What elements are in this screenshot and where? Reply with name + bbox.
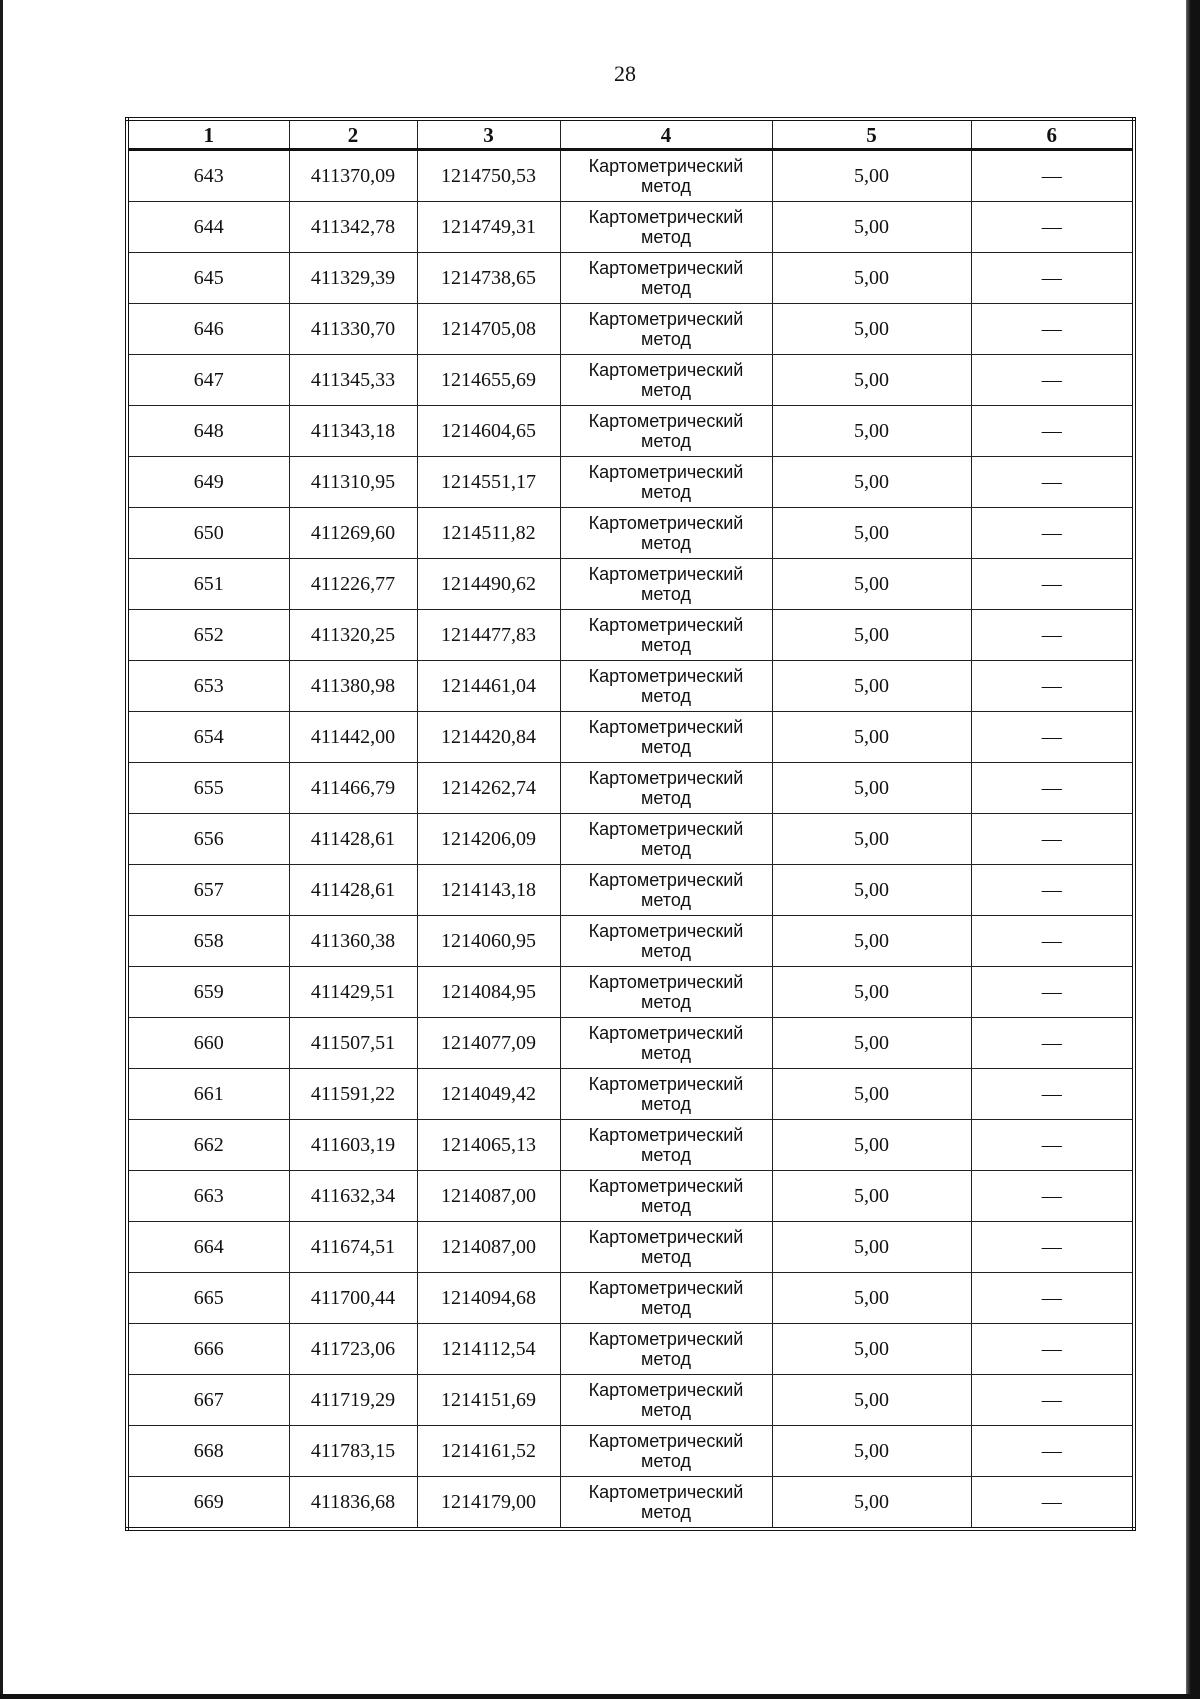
method-cell <box>560 916 772 967</box>
method-line: метод <box>641 635 691 655</box>
method-cell <box>560 253 772 304</box>
note-cell: — <box>971 712 1134 763</box>
method-line: Картометрический <box>588 1125 744 1145</box>
method-line: метод <box>641 1451 691 1471</box>
accuracy-cell: 5,00 <box>772 559 971 610</box>
accuracy-cell: 5,00 <box>772 712 971 763</box>
x-coordinate-cell: 411442,00 <box>289 712 417 763</box>
method-line: Картометрический <box>588 1278 744 1298</box>
y-coordinate-cell: 1214738,65 <box>417 253 560 304</box>
table-row <box>127 1324 1134 1375</box>
point-number-cell: 661 <box>127 1069 289 1120</box>
point-number-cell: 663 <box>127 1171 289 1222</box>
x-coordinate-cell: 411330,70 <box>289 304 417 355</box>
y-coordinate-cell: 1214420,84 <box>417 712 560 763</box>
x-coordinate-cell: 411429,51 <box>289 967 417 1018</box>
accuracy-cell: 5,00 <box>772 1018 971 1069</box>
point-number-cell: 660 <box>127 1018 289 1069</box>
note-cell: — <box>971 1375 1134 1426</box>
accuracy-cell: 5,00 <box>772 967 971 1018</box>
accuracy-cell: 5,00 <box>772 150 971 202</box>
accuracy-cell: 5,00 <box>772 1375 971 1426</box>
method-cell <box>560 1375 772 1426</box>
note-cell: — <box>971 1018 1134 1069</box>
note-cell: — <box>971 814 1134 865</box>
accuracy-cell: 5,00 <box>772 1069 971 1120</box>
note-cell: — <box>971 916 1134 967</box>
method-line: метод <box>641 329 691 349</box>
method-line: Картометрический <box>588 156 744 176</box>
table-row <box>127 1426 1134 1477</box>
method-line: Картометрический <box>588 768 744 788</box>
table-row <box>127 967 1134 1018</box>
table-row <box>127 1018 1134 1069</box>
method-line: метод <box>641 278 691 298</box>
column-header: 6 <box>971 119 1134 150</box>
x-coordinate-cell: 411428,61 <box>289 814 417 865</box>
scan-edge-left <box>0 0 3 1699</box>
y-coordinate-cell: 1214084,95 <box>417 967 560 1018</box>
method-line: Картометрический <box>588 1176 744 1196</box>
note-cell: — <box>971 661 1134 712</box>
table-row <box>127 508 1134 559</box>
x-coordinate-cell: 411345,33 <box>289 355 417 406</box>
accuracy-cell: 5,00 <box>772 1324 971 1375</box>
x-coordinate-cell: 411428,61 <box>289 865 417 916</box>
method-line: метод <box>641 1298 691 1318</box>
method-line: метод <box>641 482 691 502</box>
method-line: Картометрический <box>588 921 744 941</box>
method-line: метод <box>641 1400 691 1420</box>
y-coordinate-cell: 1214604,65 <box>417 406 560 457</box>
method-line: метод <box>641 788 691 808</box>
x-coordinate-cell: 411380,98 <box>289 661 417 712</box>
accuracy-cell: 5,00 <box>772 610 971 661</box>
table-row <box>127 1273 1134 1324</box>
y-coordinate-cell: 1214511,82 <box>417 508 560 559</box>
method-line: Картометрический <box>588 360 744 380</box>
y-coordinate-cell: 1214094,68 <box>417 1273 560 1324</box>
method-line: Картометрический <box>588 411 744 431</box>
method-line: метод <box>641 737 691 757</box>
table-row <box>127 559 1134 610</box>
column-header: 5 <box>772 119 971 150</box>
x-coordinate-cell: 411674,51 <box>289 1222 417 1273</box>
method-line: Картометрический <box>588 1431 744 1451</box>
y-coordinate-cell: 1214077,09 <box>417 1018 560 1069</box>
note-cell: — <box>971 610 1134 661</box>
y-coordinate-cell: 1214143,18 <box>417 865 560 916</box>
table-row <box>127 355 1134 406</box>
point-number-cell: 658 <box>127 916 289 967</box>
x-coordinate-cell: 411269,60 <box>289 508 417 559</box>
y-coordinate-cell: 1214049,42 <box>417 1069 560 1120</box>
y-coordinate-cell: 1214490,62 <box>417 559 560 610</box>
x-coordinate-cell: 411700,44 <box>289 1273 417 1324</box>
point-number-cell: 644 <box>127 202 289 253</box>
method-line: метод <box>641 584 691 604</box>
point-number-cell: 657 <box>127 865 289 916</box>
method-line: Картометрический <box>588 1074 744 1094</box>
table-row <box>127 1069 1134 1120</box>
point-number-cell: 669 <box>127 1477 289 1530</box>
method-line: Картометрический <box>588 564 744 584</box>
note-cell: — <box>971 1477 1134 1530</box>
x-coordinate-cell: 411226,77 <box>289 559 417 610</box>
accuracy-cell: 5,00 <box>772 1120 971 1171</box>
method-line: метод <box>641 1349 691 1369</box>
y-coordinate-cell: 1214262,74 <box>417 763 560 814</box>
y-coordinate-cell: 1214477,83 <box>417 610 560 661</box>
method-line: метод <box>641 992 691 1012</box>
note-cell: — <box>971 304 1134 355</box>
note-cell: — <box>971 559 1134 610</box>
table-row <box>127 610 1134 661</box>
accuracy-cell: 5,00 <box>772 304 971 355</box>
method-cell <box>560 304 772 355</box>
note-cell: — <box>971 1222 1134 1273</box>
method-cell <box>560 763 772 814</box>
method-line: метод <box>641 839 691 859</box>
table-row <box>127 150 1134 202</box>
x-coordinate-cell: 411783,15 <box>289 1426 417 1477</box>
table-row <box>127 661 1134 712</box>
table-row <box>127 1171 1134 1222</box>
method-line: Картометрический <box>588 207 744 227</box>
table-row <box>127 1477 1134 1530</box>
table-row <box>127 304 1134 355</box>
method-line: метод <box>641 380 691 400</box>
table-row <box>127 406 1134 457</box>
point-number-cell: 655 <box>127 763 289 814</box>
method-cell <box>560 1171 772 1222</box>
y-coordinate-cell: 1214087,00 <box>417 1222 560 1273</box>
point-number-cell: 666 <box>127 1324 289 1375</box>
method-line: метод <box>641 533 691 553</box>
method-line: Картометрический <box>588 972 744 992</box>
y-coordinate-cell: 1214750,53 <box>417 150 560 202</box>
page-number: 28 <box>614 61 636 86</box>
y-coordinate-cell: 1214206,09 <box>417 814 560 865</box>
method-line: метод <box>641 1094 691 1114</box>
method-cell <box>560 202 772 253</box>
note-cell: — <box>971 253 1134 304</box>
x-coordinate-cell: 411632,34 <box>289 1171 417 1222</box>
point-number-cell: 651 <box>127 559 289 610</box>
method-line: Картометрический <box>588 717 744 737</box>
x-coordinate-cell: 411342,78 <box>289 202 417 253</box>
method-line: метод <box>641 227 691 247</box>
x-coordinate-cell: 411603,19 <box>289 1120 417 1171</box>
method-cell <box>560 865 772 916</box>
note-cell: — <box>971 457 1134 508</box>
accuracy-cell: 5,00 <box>772 763 971 814</box>
note-cell: — <box>971 1069 1134 1120</box>
scan-edge-bottom <box>0 1694 1200 1699</box>
point-number-cell: 656 <box>127 814 289 865</box>
method-line: метод <box>641 686 691 706</box>
point-number-cell: 662 <box>127 1120 289 1171</box>
point-number-cell: 646 <box>127 304 289 355</box>
method-line: метод <box>641 1145 691 1165</box>
note-cell: — <box>971 763 1134 814</box>
y-coordinate-cell: 1214151,69 <box>417 1375 560 1426</box>
x-coordinate-cell: 411360,38 <box>289 916 417 967</box>
method-cell <box>560 1069 772 1120</box>
point-number-cell: 667 <box>127 1375 289 1426</box>
point-number-cell: 659 <box>127 967 289 1018</box>
y-coordinate-cell: 1214655,69 <box>417 355 560 406</box>
x-coordinate-cell: 411370,09 <box>289 150 417 202</box>
coordinates-table <box>125 117 1136 1531</box>
method-line: Картометрический <box>588 1023 744 1043</box>
y-coordinate-cell: 1214161,52 <box>417 1426 560 1477</box>
point-number-cell: 645 <box>127 253 289 304</box>
method-line: Картометрический <box>588 1329 744 1349</box>
method-cell <box>560 610 772 661</box>
note-cell: — <box>971 508 1134 559</box>
accuracy-cell: 5,00 <box>772 814 971 865</box>
accuracy-cell: 5,00 <box>772 355 971 406</box>
method-line: Картометрический <box>588 462 744 482</box>
method-cell <box>560 1477 772 1530</box>
note-cell: — <box>971 1324 1134 1375</box>
x-coordinate-cell: 411591,22 <box>289 1069 417 1120</box>
y-coordinate-cell: 1214705,08 <box>417 304 560 355</box>
y-coordinate-cell: 1214060,95 <box>417 916 560 967</box>
table-row <box>127 1222 1134 1273</box>
note-cell: — <box>971 865 1134 916</box>
method-line: метод <box>641 176 691 196</box>
point-number-cell: 654 <box>127 712 289 763</box>
x-coordinate-cell: 411507,51 <box>289 1018 417 1069</box>
table-body <box>127 150 1134 1530</box>
method-cell <box>560 1120 772 1171</box>
table-row <box>127 712 1134 763</box>
x-coordinate-cell: 411836,68 <box>289 1477 417 1530</box>
point-number-cell: 643 <box>127 150 289 202</box>
y-coordinate-cell: 1214065,13 <box>417 1120 560 1171</box>
column-header: 1 <box>127 119 289 150</box>
accuracy-cell: 5,00 <box>772 661 971 712</box>
method-cell <box>560 814 772 865</box>
note-cell: — <box>971 1171 1134 1222</box>
table-row <box>127 253 1134 304</box>
y-coordinate-cell: 1214551,17 <box>417 457 560 508</box>
table-row <box>127 763 1134 814</box>
y-coordinate-cell: 1214112,54 <box>417 1324 560 1375</box>
point-number-cell: 652 <box>127 610 289 661</box>
column-header: 3 <box>417 119 560 150</box>
method-cell <box>560 1426 772 1477</box>
point-number-cell: 650 <box>127 508 289 559</box>
accuracy-cell: 5,00 <box>772 406 971 457</box>
method-cell <box>560 355 772 406</box>
method-cell <box>560 1273 772 1324</box>
method-line: метод <box>641 1043 691 1063</box>
method-cell <box>560 967 772 1018</box>
table-row <box>127 1375 1134 1426</box>
accuracy-cell: 5,00 <box>772 457 971 508</box>
method-line: Картометрический <box>588 513 744 533</box>
method-cell <box>560 1222 772 1273</box>
note-cell: — <box>971 1120 1134 1171</box>
table-row <box>127 865 1134 916</box>
accuracy-cell: 5,00 <box>772 1426 971 1477</box>
method-cell <box>560 1018 772 1069</box>
accuracy-cell: 5,00 <box>772 1222 971 1273</box>
point-number-cell: 665 <box>127 1273 289 1324</box>
method-line: метод <box>641 431 691 451</box>
table-header-row <box>127 119 1134 150</box>
x-coordinate-cell: 411320,25 <box>289 610 417 661</box>
method-line: метод <box>641 1247 691 1267</box>
note-cell: — <box>971 406 1134 457</box>
method-cell <box>560 712 772 763</box>
table-row <box>127 814 1134 865</box>
note-cell: — <box>971 1426 1134 1477</box>
note-cell: — <box>971 150 1134 202</box>
method-line: Картометрический <box>588 819 744 839</box>
method-line: Картометрический <box>588 1380 744 1400</box>
accuracy-cell: 5,00 <box>772 1171 971 1222</box>
x-coordinate-cell: 411343,18 <box>289 406 417 457</box>
method-line: Картометрический <box>588 615 744 635</box>
method-line: метод <box>641 941 691 961</box>
point-number-cell: 653 <box>127 661 289 712</box>
y-coordinate-cell: 1214179,00 <box>417 1477 560 1530</box>
x-coordinate-cell: 411723,06 <box>289 1324 417 1375</box>
note-cell: — <box>971 1273 1134 1324</box>
note-cell: — <box>971 967 1134 1018</box>
y-coordinate-cell: 1214087,00 <box>417 1171 560 1222</box>
point-number-cell: 649 <box>127 457 289 508</box>
method-cell <box>560 406 772 457</box>
point-number-cell: 668 <box>127 1426 289 1477</box>
note-cell: — <box>971 355 1134 406</box>
method-line: Картометрический <box>588 258 744 278</box>
method-cell <box>560 1324 772 1375</box>
method-cell <box>560 559 772 610</box>
method-line: метод <box>641 1196 691 1216</box>
x-coordinate-cell: 411329,39 <box>289 253 417 304</box>
method-line: Картометрический <box>588 666 744 686</box>
x-coordinate-cell: 411719,29 <box>289 1375 417 1426</box>
method-line: Картометрический <box>588 1482 744 1502</box>
method-line: Картометрический <box>588 309 744 329</box>
x-coordinate-cell: 411466,79 <box>289 763 417 814</box>
table-row <box>127 202 1134 253</box>
point-number-cell: 664 <box>127 1222 289 1273</box>
point-number-cell: 648 <box>127 406 289 457</box>
column-header: 4 <box>560 119 772 150</box>
x-coordinate-cell: 411310,95 <box>289 457 417 508</box>
table-row <box>127 457 1134 508</box>
y-coordinate-cell: 1214749,31 <box>417 202 560 253</box>
table-row <box>127 1120 1134 1171</box>
method-cell <box>560 150 772 202</box>
method-line: Картометрический <box>588 870 744 890</box>
column-header: 2 <box>289 119 417 150</box>
scan-edge-right <box>1186 0 1200 1699</box>
method-line: Картометрический <box>588 1227 744 1247</box>
accuracy-cell: 5,00 <box>772 202 971 253</box>
method-cell <box>560 457 772 508</box>
method-cell <box>560 508 772 559</box>
accuracy-cell: 5,00 <box>772 1273 971 1324</box>
method-cell <box>560 661 772 712</box>
point-number-cell: 647 <box>127 355 289 406</box>
accuracy-cell: 5,00 <box>772 1477 971 1530</box>
accuracy-cell: 5,00 <box>772 916 971 967</box>
method-line: метод <box>641 890 691 910</box>
y-coordinate-cell: 1214461,04 <box>417 661 560 712</box>
method-line: метод <box>641 1502 691 1522</box>
table-row <box>127 916 1134 967</box>
note-cell: — <box>971 202 1134 253</box>
accuracy-cell: 5,00 <box>772 253 971 304</box>
accuracy-cell: 5,00 <box>772 508 971 559</box>
accuracy-cell: 5,00 <box>772 865 971 916</box>
